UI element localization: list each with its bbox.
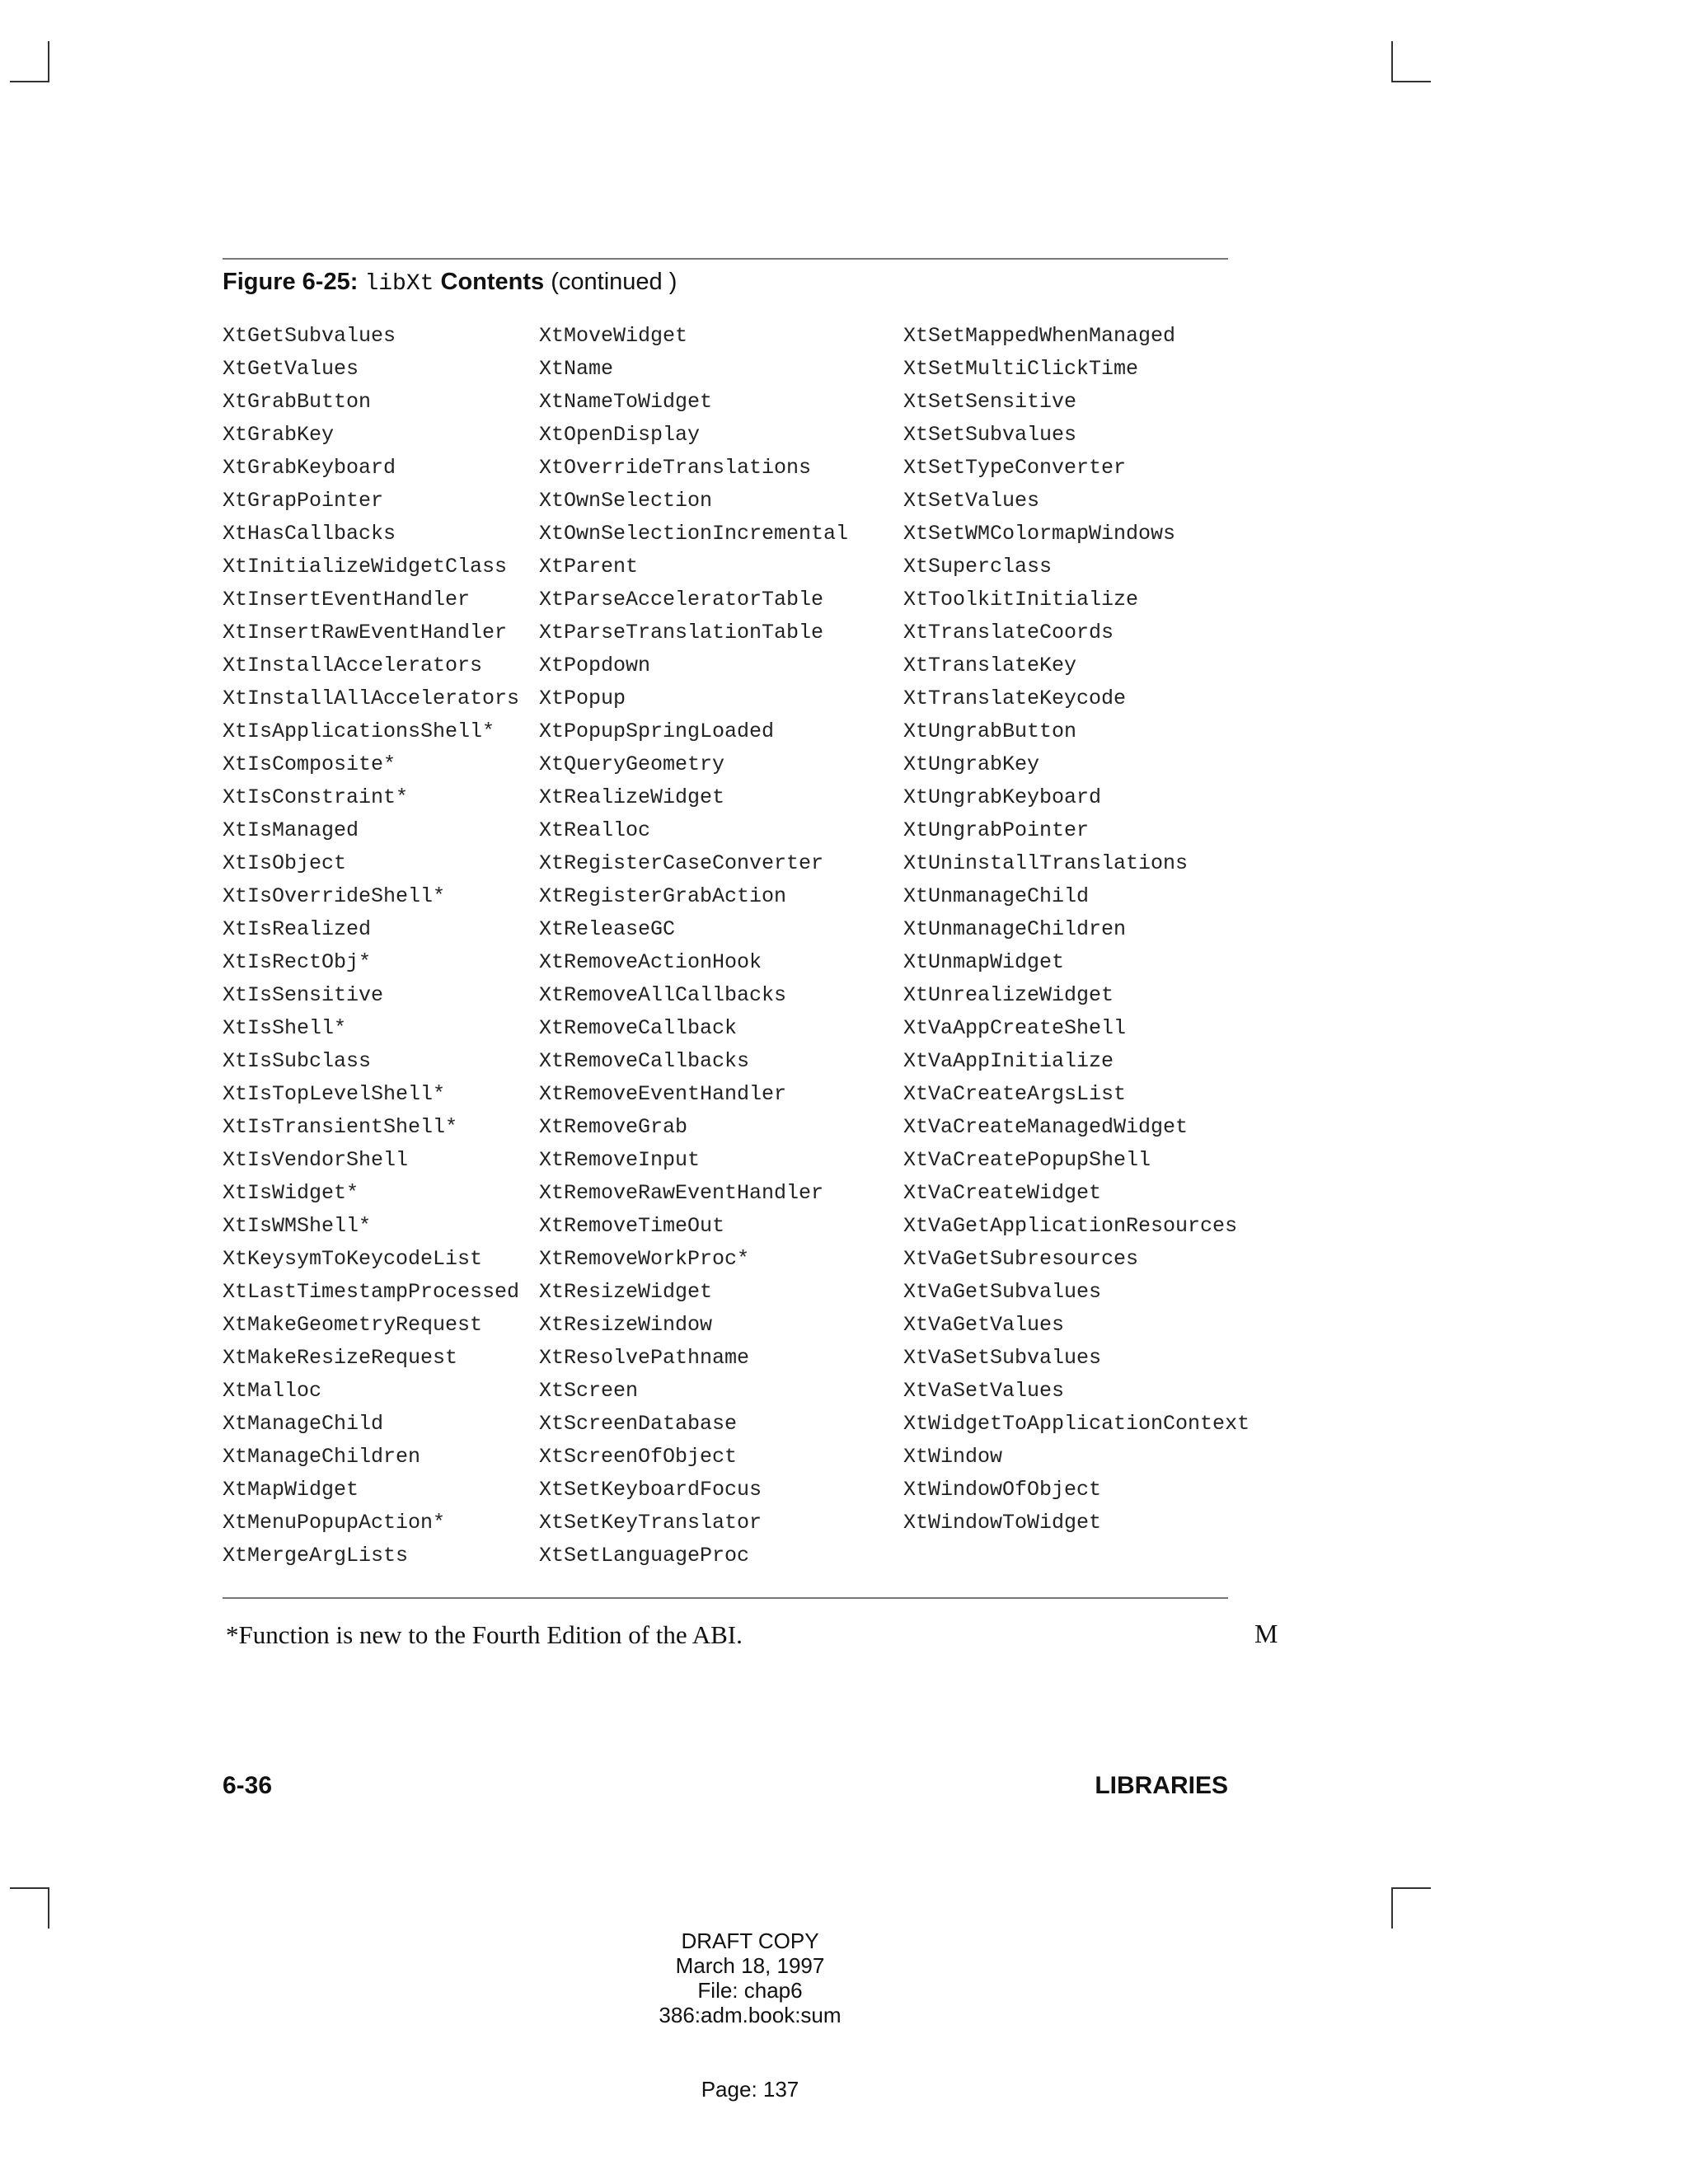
- function-name: XtOwnSelectionIncremental: [539, 522, 849, 546]
- crop-mark-top-left-h: [10, 81, 49, 82]
- function-name: XtUngrabPointer: [903, 818, 1090, 842]
- draft-date: March 18, 1997: [675, 1953, 825, 1978]
- footer-page-number: 6-36: [223, 1772, 273, 1799]
- function-name: XtIsTransientShell*: [223, 1115, 458, 1139]
- draft-book: 386:adm.book:sum: [659, 2003, 842, 2027]
- function-name: XtRealloc: [539, 818, 651, 842]
- function-name: XtUnrealizeWidget: [903, 983, 1114, 1007]
- function-name: XtIsConstraint*: [223, 785, 409, 809]
- function-name: XtVaGetSubresources: [903, 1247, 1139, 1271]
- function-name: XtParseTranslationTable: [539, 621, 824, 644]
- function-name: XtUngrabKey: [903, 752, 1040, 776]
- function-name: XtSetSensitive: [903, 390, 1077, 414]
- function-name: XtMergeArgLists: [223, 1544, 409, 1568]
- function-name: XtSetMappedWhenManaged: [903, 324, 1176, 348]
- crop-mark-top-left-v: [48, 41, 49, 82]
- function-name: XtSetKeyTranslator: [539, 1511, 762, 1535]
- function-name: XtUnmapWidget: [903, 950, 1065, 974]
- function-name: XtVaGetApplicationResources: [903, 1214, 1238, 1238]
- function-name: XtManageChild: [223, 1412, 384, 1436]
- crop-mark-top-right-v: [1391, 41, 1393, 82]
- function-name: XtSetWMColormapWindows: [903, 522, 1176, 546]
- function-name: XtPopdown: [539, 654, 651, 677]
- function-name: XtInstallAccelerators: [223, 654, 483, 677]
- function-name: XtIsObject: [223, 851, 347, 875]
- function-name: XtInsertEventHandler: [223, 588, 471, 612]
- function-name: XtMalloc: [223, 1379, 322, 1403]
- function-name: XtIsSubclass: [223, 1049, 372, 1073]
- page-label: Page: 137: [701, 2077, 799, 2102]
- function-name: XtUnmanageChild: [903, 884, 1090, 908]
- crop-mark-bottom-right-v: [1391, 1887, 1393, 1929]
- function-name: XtUngrabKeyboard: [903, 785, 1102, 809]
- function-name: XtMoveWidget: [539, 324, 688, 348]
- function-name: XtRegisterGrabAction: [539, 884, 787, 908]
- footnote: *Function is new to the Fourth Edition of the ABI.: [226, 1620, 743, 1649]
- function-name: XtMakeResizeRequest: [223, 1346, 458, 1370]
- function-name: XtHasCallbacks: [223, 522, 396, 546]
- function-name: XtRemoveTimeOut: [539, 1214, 725, 1238]
- function-name: XtScreenOfObject: [539, 1445, 738, 1469]
- function-name: XtRemoveCallback: [539, 1016, 738, 1040]
- function-name: XtName: [539, 357, 614, 381]
- function-name: XtKeysymToKeycodeList: [223, 1247, 483, 1271]
- function-name: XtVaSetValues: [903, 1379, 1065, 1403]
- function-name: XtRemoveRawEventHandler: [539, 1181, 824, 1205]
- function-name: XtWidgetToApplicationContext: [903, 1412, 1250, 1436]
- function-name: XtOverrideTranslations: [539, 456, 812, 480]
- function-name: XtIsVendorShell: [223, 1148, 409, 1172]
- function-name: XtVaSetSubvalues: [903, 1346, 1102, 1370]
- function-name: XtSetLanguageProc: [539, 1544, 750, 1568]
- function-name: XtVaAppCreateShell: [903, 1016, 1127, 1040]
- function-name: XtIsWidget*: [223, 1181, 359, 1205]
- function-name: XtSetTypeConverter: [903, 456, 1127, 480]
- figure-label: Figure 6-25:: [223, 269, 359, 295]
- function-name: XtVaGetValues: [903, 1313, 1065, 1337]
- figure-bottom-rule: [223, 1597, 1228, 1599]
- function-name: XtGrabKeyboard: [223, 456, 396, 480]
- function-name: XtVaGetSubvalues: [903, 1280, 1102, 1304]
- draft-stamp: [585, 1929, 915, 2027]
- crop-mark-top-right-h: [1391, 81, 1431, 82]
- function-name: XtSetKeyboardFocus: [539, 1478, 762, 1502]
- function-name: XtInsertRawEventHandler: [223, 621, 508, 644]
- function-name: XtIsShell*: [223, 1016, 347, 1040]
- function-name: XtIsSensitive: [223, 983, 384, 1007]
- function-name: XtParseAcceleratorTable: [539, 588, 824, 612]
- function-name: XtIsRealized: [223, 917, 372, 941]
- function-name: XtPopupSpringLoaded: [539, 719, 775, 743]
- function-name: XtIsRectObj*: [223, 950, 372, 974]
- function-name: XtMapWidget: [223, 1478, 359, 1502]
- function-name: XtSetMultiClickTime: [903, 357, 1139, 381]
- function-name: XtRealizeWidget: [539, 785, 725, 809]
- function-name: XtRemoveGrab: [539, 1115, 688, 1139]
- function-name: XtWindowOfObject: [903, 1478, 1102, 1502]
- function-name: XtVaCreatePopupShell: [903, 1148, 1151, 1172]
- draft-line: DRAFT COPY: [681, 1929, 819, 1953]
- function-name: XtResizeWidget: [539, 1280, 713, 1304]
- function-name: XtRegisterCaseConverter: [539, 851, 824, 875]
- function-name: XtWindowToWidget: [903, 1511, 1102, 1535]
- function-name: XtIsApplicationsShell*: [223, 719, 495, 743]
- draft-file: File: chap6: [697, 1978, 803, 2003]
- function-name: XtVaAppInitialize: [903, 1049, 1114, 1073]
- function-name: XtResolvePathname: [539, 1346, 750, 1370]
- function-name: XtPopup: [539, 687, 626, 710]
- figure-top-rule: [223, 258, 1228, 260]
- function-name: XtRemoveActionHook: [539, 950, 762, 974]
- footer-section-title: LIBRARIES: [1095, 1772, 1228, 1799]
- function-name: XtOpenDisplay: [539, 423, 701, 447]
- function-column-3: [903, 320, 1250, 1540]
- function-name: XtQueryGeometry: [539, 752, 725, 776]
- function-name: XtRemoveEventHandler: [539, 1082, 787, 1106]
- crop-mark-bottom-right-h: [1391, 1887, 1431, 1889]
- function-name: XtIsComposite*: [223, 752, 396, 776]
- function-name: XtInstallAllAccelerators: [223, 687, 520, 710]
- figure-title-text: Contents: [440, 269, 545, 295]
- figure-lib-name: libXt: [364, 271, 434, 297]
- function-name: XtIsOverrideShell*: [223, 884, 446, 908]
- function-name: XtRemoveAllCallbacks: [539, 983, 787, 1007]
- function-name: XtManageChildren: [223, 1445, 421, 1469]
- function-name: XtRemoveWorkProc*: [539, 1247, 750, 1271]
- function-name: XtResizeWindow: [539, 1313, 713, 1337]
- function-name: XtTranslateKeycode: [903, 687, 1127, 710]
- function-name: XtMakeGeometryRequest: [223, 1313, 483, 1337]
- function-name: XtRemoveInput: [539, 1148, 701, 1172]
- function-name: XtNameToWidget: [539, 390, 713, 414]
- margin-mark: M: [1254, 1619, 1278, 1648]
- function-name: XtInitializeWidgetClass: [223, 555, 508, 579]
- function-name: XtOwnSelection: [539, 489, 713, 513]
- function-name: XtTranslateCoords: [903, 621, 1114, 644]
- function-name: XtGetValues: [223, 357, 359, 381]
- function-name: XtIsTopLevelShell*: [223, 1082, 446, 1106]
- function-name: XtGrabButton: [223, 390, 372, 414]
- function-name: XtVaCreateManagedWidget: [903, 1115, 1189, 1139]
- function-name: XtRemoveCallbacks: [539, 1049, 750, 1073]
- function-name: XtToolkitInitialize: [903, 588, 1139, 612]
- crop-mark-bottom-left-h: [10, 1887, 49, 1889]
- function-name: XtSetValues: [903, 489, 1040, 513]
- function-name: XtVaCreateArgsList: [903, 1082, 1127, 1106]
- function-name: XtUninstallTranslations: [903, 851, 1189, 875]
- function-name: XtSetSubvalues: [903, 423, 1077, 447]
- function-name: XtReleaseGC: [539, 917, 676, 941]
- function-name: XtMenuPopupAction*: [223, 1511, 446, 1535]
- function-name: XtLastTimestampProcessed: [223, 1280, 520, 1304]
- function-name: XtScreenDatabase: [539, 1412, 738, 1436]
- figure-continued: (continued ): [551, 269, 678, 295]
- function-name: XtScreen: [539, 1379, 639, 1403]
- function-name: XtIsManaged: [223, 818, 359, 842]
- function-name: XtGrabKey: [223, 423, 335, 447]
- function-name: XtIsWMShell*: [223, 1214, 372, 1238]
- function-name: XtWindow: [903, 1445, 1003, 1469]
- function-name: XtTranslateKey: [903, 654, 1077, 677]
- function-name: XtGetSubvalues: [223, 324, 396, 348]
- function-name: XtParent: [539, 555, 639, 579]
- function-name: XtVaCreateWidget: [903, 1181, 1102, 1205]
- function-name: XtUnmanageChildren: [903, 917, 1127, 941]
- function-name: XtSuperclass: [903, 555, 1053, 579]
- crop-mark-bottom-left-v: [48, 1887, 49, 1929]
- figure-title: [223, 265, 677, 301]
- function-column-2: [539, 320, 848, 1572]
- function-column-1: [223, 320, 519, 1572]
- function-name: XtUngrabButton: [903, 719, 1077, 743]
- function-name: XtGrapPointer: [223, 489, 384, 513]
